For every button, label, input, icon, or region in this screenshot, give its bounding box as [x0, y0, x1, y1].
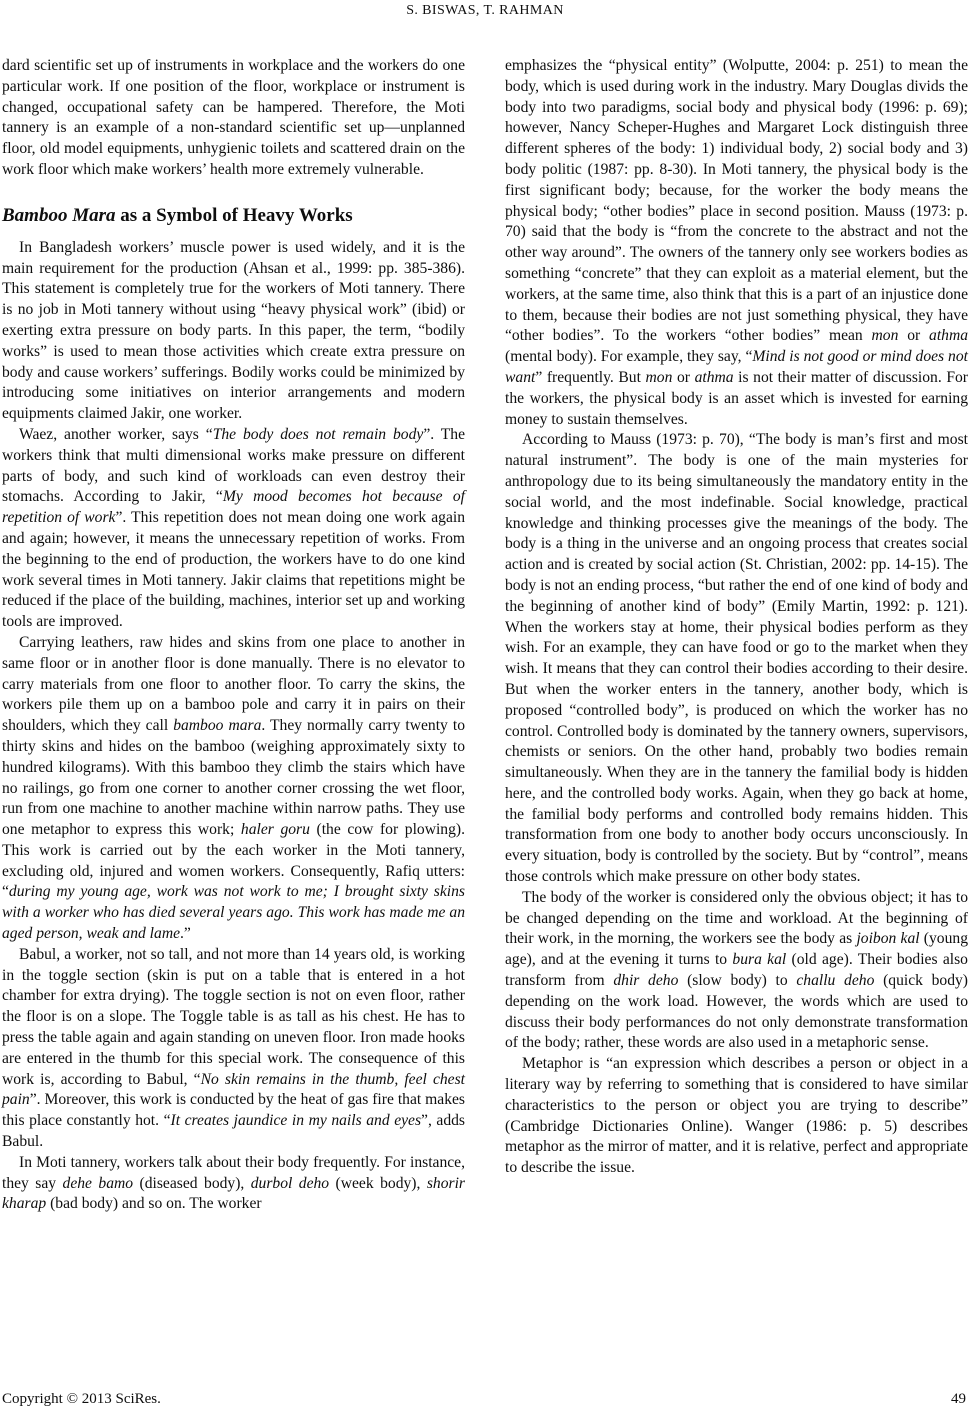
- emphasized-text: as a Symbol of Heavy Works: [115, 204, 353, 226]
- emphasized-text: bura kal: [732, 951, 787, 969]
- emphasized-text: challu deho: [796, 972, 875, 990]
- copyright-notice: Copyright © 2013 SciRes.: [2, 1391, 161, 1407]
- emphasized-text: Mind is not good or mind does not want: [505, 348, 968, 386]
- text-run: (the cow for plowing). This work is carried out by the each worker in the Moti tannery, excluding old, injured and women workers. Consequently, Rafiq utters: “: [2, 821, 465, 901]
- section-heading: [2, 204, 465, 227]
- text-run: . They normally carry twenty to thirty skins and hides on the bamboo (weighing approximately sixty to hundred kilograms). With this bamboo they climb the stairs which have no railings, go from one corner to another corner crossing the wet floor, run from one machine to another machine within narrow paths. They use one metaphor to express this work;: [2, 717, 465, 839]
- text-run: (slow body) to: [678, 972, 797, 990]
- paragraph: [2, 945, 465, 1153]
- text-run: .”: [180, 925, 191, 943]
- text-run: The body of the worker is considered only the obvious object; it has to be changed depending on the time and workload. At the beginning of their work, in the morning, the workers see the body as: [505, 888, 968, 948]
- text-run: Babul, a worker, not so tall, and not more than 14 years old, is working in the toggle section (skin is put on a table that is entered in a hot chamber for extra drying). The toggle section is not on even floor, rather the floor is on a slope. The Toggle table is as tall as his chest. He has to press the table again and again standing on uneven floor. Iron made hooks are entered in the thumb for this special work. The consequence of this work is, according to Babul, “: [2, 945, 465, 1088]
- emphasized-text: durbol deho: [250, 1174, 330, 1192]
- text-run: According to Mauss (1973: p. 70), “The body is man’s first and most natural instrument”. The body is one of the main mysteries for anthropology due to its being simultaneously the mandatory entity in the social world, and the most indefinable. Social knowledge, practical knowledge and thinking processes give the meanings of the body. The body is a thing in the universe and an ongoing process that creates social action and is created by social action (St. Christian, 2002: pp. 14-15). The body is not an ending process, “but rather the end of one kind of body and the beginning of another kind of body” (Emily Martin, 1992: p. 121). When the workers stay at home, their physical bodies perform as they wish. For an example, they can have food or go to the market when they wish. It means that they can control their bodies according to their desire. But when the worker enters in the tannery, another body, which is proposed “controlled body”, is produced on which the worker has no control. Controlled body is dominated by the tannery owners, supervisors, chemists or seniors. On the other hand, probably two bodies remain simultaneously. When they are in the tannery the familial body is hidden here, and the controlled body works. Again, when they go back at home, the familial body performs and controlled body remains hidden. This transformation from one body to another body occurs unconsciously. In every situation, body is controlled by the society. But by “control”, means those controls which make pressure on other body states.: [505, 431, 968, 886]
- right-column: [505, 56, 968, 1215]
- two-column-body: [0, 56, 970, 1215]
- text-run: Waez, another worker, says “: [19, 425, 213, 443]
- paragraph: [505, 56, 968, 430]
- page-footer: [2, 1390, 966, 1408]
- text-run: ”. Moreover, this work is conducted by the heat of gas fire that makes this place constantly hot. “: [2, 1091, 465, 1130]
- text-run: (young age), and at the evening it turns to: [505, 930, 968, 969]
- emphasized-text: joibon kal: [856, 930, 920, 948]
- emphasized-text: during my young age, work was not work to me; I brought sixty skins with a worker who has died several years ago. This work has made me an aged person, weak and lame: [2, 883, 465, 943]
- emphasized-text: shorir kharap: [2, 1174, 465, 1213]
- left-column: [2, 56, 465, 1215]
- paragraph: [2, 425, 465, 633]
- emphasized-text: haler goru: [240, 821, 310, 839]
- paragraph: [505, 1054, 968, 1179]
- page-number: 49: [951, 1391, 966, 1407]
- emphasized-text: dehe bamo: [62, 1174, 134, 1192]
- emphasized-text: athma: [929, 327, 968, 345]
- emphasized-text: mon: [871, 327, 899, 345]
- text-run: In Moti tannery, workers talk about their body frequently. For instance, they say: [2, 1153, 465, 1192]
- text-run: Metaphor is “an expression which describes a person or object in a literary way by referring to something that is considered to have similar characteristics to the person or object you are trying to describe” (Cambridge Dictionaries Online). Wanger (1986: p. 5) describes metaphor as the mirror of matter, and it is relative, perfect and appropriate to describe the issue.: [505, 1055, 968, 1177]
- text-run: (mental body). For example, they say, “: [505, 348, 753, 366]
- text-run: ”, adds Babul.: [2, 1112, 465, 1151]
- emphasized-text: My mood becomes hot because of repetition of work: [2, 488, 465, 527]
- text-run: ” frequently. But: [535, 368, 646, 386]
- paragraph: [505, 888, 968, 1054]
- text-run: or: [898, 327, 930, 345]
- emphasized-text: No skin remains in the thumb, feel chest pain: [2, 1070, 466, 1109]
- text-run: ”. This repetition does not mean doing one work again and again; however, it means the unnecessary repetition of works. From the beginning to the end of production, the workers have to do one kind work several times in Moti tannery. Jakir claims that repetitions might be reduced if the place of the building, machines, interior set up and working tools are improved.: [2, 509, 466, 631]
- text-run: or: [672, 368, 695, 386]
- emphasized-text: bamboo mara: [173, 717, 262, 735]
- text-run: (quick body) depending on the work load. However, the words which are used to discuss their body performances do not only demonstrate transformation of the body; rather, these words are also used in a metaphoric sense.: [505, 972, 969, 1052]
- emphasized-text: The body does not remain body: [212, 425, 424, 443]
- running-head: S. BISWAS, T. RAHMAN: [406, 3, 564, 18]
- emphasized-text: It creates jaundice in my nails and eyes: [170, 1112, 422, 1130]
- text-run: (old age). Their bodies also transform from: [505, 951, 968, 990]
- text-run: (diseased body),: [133, 1174, 251, 1192]
- emphasized-text: athma: [694, 368, 734, 386]
- paragraph: [2, 238, 465, 425]
- text-run: dard scientific set up of instruments in workplace and the workers do one particular work. If one position of the floor, workplace or instrument is changed, occupational safety can be hampered. Therefore, the Moti tannery is an example of a non-standard scientific set up—unplanned floor, old model equipments, unhygienic toilets and scattered drain on the work floor which make workers’ health more extremely vulnerable.: [2, 57, 465, 178]
- emphasized-text: dhir deho: [613, 972, 679, 990]
- text-run: ”. The workers think that multi dimensional works make pressure on different parts of body, and such kind of workloads can even destroy their stomachs. According to Jakir, “: [2, 425, 465, 506]
- paragraph: [505, 430, 968, 888]
- paragraph: [2, 1153, 465, 1215]
- text-run: (week body),: [329, 1174, 427, 1192]
- paragraph: [2, 56, 465, 181]
- text-run: In Bangladesh workers’ muscle power is used widely, and it is the main requirement for the production (Ahsan et al., 1999: pp. 385-386). This statement is completely true for the workers of Moti tannery. There is no job in Moti tannery without using “heavy physical work” (ibid) or exerting extra pressure on body parts. In this paper, the term, “bodily works” is used to mean those activities which create extra pressure on body and cause workers’ sufferings. Bodily works could be minimized by introducing some initiatives on interior arrangements and modern equipments claimed Jakir, one worker.: [2, 238, 465, 423]
- text-run: Carrying leathers, raw hides and skins from one place to another in same floor or in another floor is done manually. There is no elevator to carry materials from one floor to another floor. To carry the skins, the workers pile them up on a bamboo pole and carry it in pairs on their shoulders, which they call: [2, 633, 465, 735]
- emphasized-text: Bamboo Mara: [2, 204, 116, 226]
- text-run: emphasizes the “physical entity” (Wolputte, 2004: p. 251) to mean the body, which is used during work in the industry. Mary Douglas divids the body into two paradigms, social body and physical body (1996: p. 69); however, Nancy Scheper-Hughes and Margaret Lock distinguish three different spheres of the body: 1) individual body, 2) social body and 3) body politic (1987: pp. 8-30). In Moti tannery, the physical body is the first significant body; because, for the worker the body means the physical body; “other bodies” place in second position. Mauss (1973: p. 70) said that the body is “from the concrete to the abstract and not the other way around”. The owners of the tannery only see workers bodies as something “concrete” that they can exploit as a material element, but the workers, at the same time, also think that this is a part of an injustice done to them, because their bodies are not just something physical, they have “other bodies”. To the workers “other bodies” mean: [505, 57, 968, 345]
- text-run: is not their matter of discussion. For the workers, the physical body is an asset which is invested for earning money to sustain themselves.: [505, 368, 968, 428]
- text-run: (bad body) and so on. The worker: [46, 1195, 262, 1213]
- emphasized-text: mon: [645, 368, 673, 386]
- paragraph: [2, 633, 465, 945]
